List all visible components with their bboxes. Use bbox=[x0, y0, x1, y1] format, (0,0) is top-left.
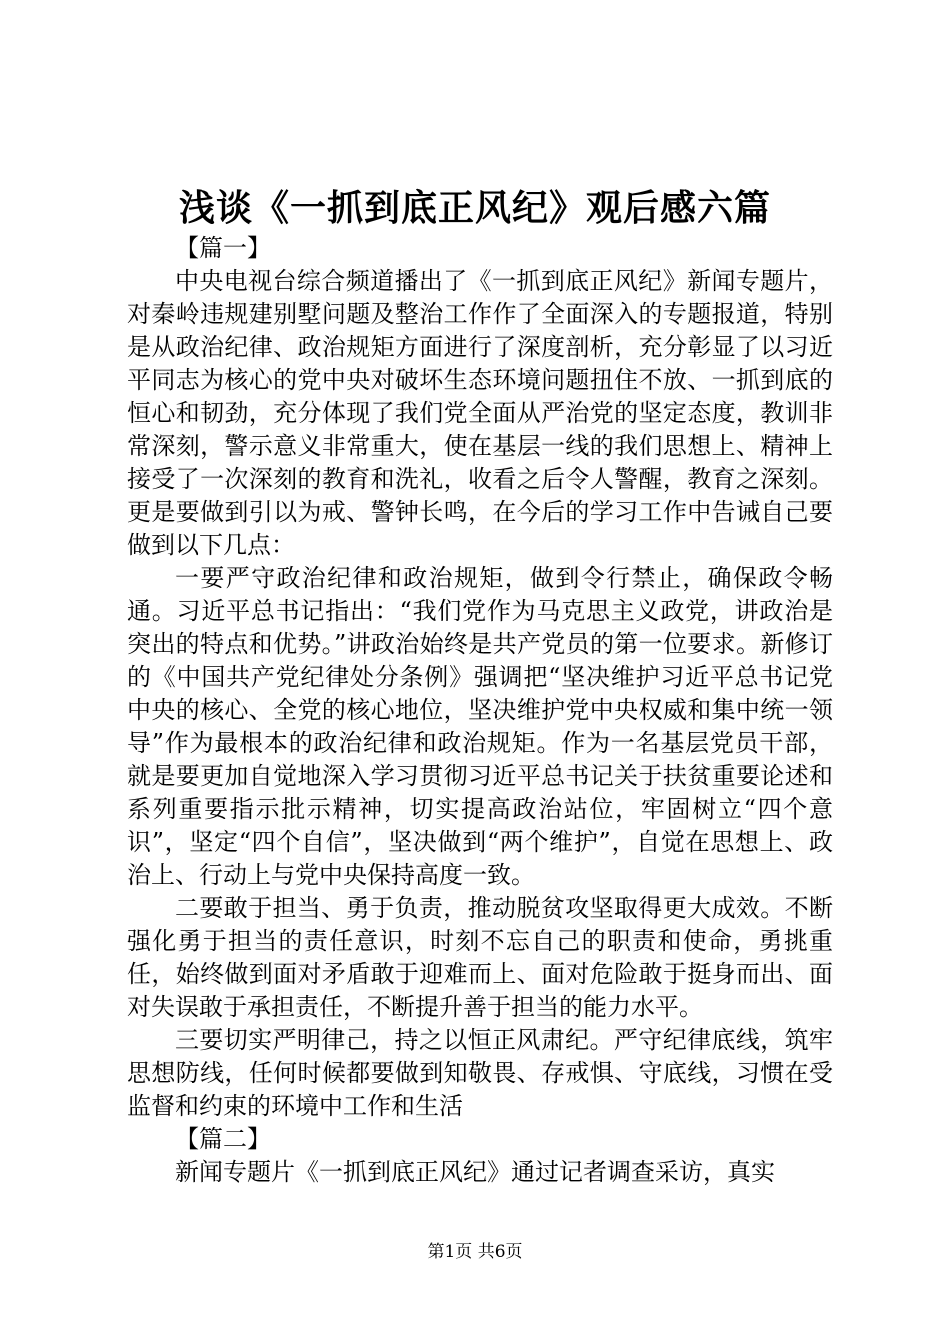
section-heading-1: 【篇一】 bbox=[175, 234, 271, 262]
document-title: 浅谈《一抓到底正风纪》观后感六篇 bbox=[178, 187, 771, 229]
paragraph-1: 中央电视台综合频道播出了《一抓到底正风纪》新闻专题片，对秦岭违规建别墅问题及整治工作作了全面深入的专题报道，特别是从政治纪律、政治规矩方面进行了深度剖析，充分彰显了以习近平同志为核心的党中央对破坏生态环境问题扭住不放、一抓到底的恒心和韧劲，充分体现了我们党全面从严治党的坚定态度，教训非常深刻，警示意义非常重大，使在基层一线的我们思想上、精神上接受了一次深刻的教育和洗礼，收看之后令人警醒，教育之深刻。更是要做到引以为戒、警钟长鸣，在今后的学习工作中告诫自己要做到以下几点： bbox=[127, 267, 833, 559]
paragraph-3: 二要敢于担当、勇于负责，推动脱贫攻坚取得更大成效。不断强化勇于担当的责任意识，时刻不忘自己的职责和使命，勇挑重任，始终做到面对矛盾敢于迎难而上、面对危险敢于挺身而出、面对失误敢于承担责任，不断提升善于担当的能力水平。 bbox=[127, 894, 833, 1021]
paragraph-4: 三要切实严明律己，持之以恒正风肃纪。严守纪律底线，筑牢思想防线，任何时候都要做到知敬畏、存戒惧、守底线，习惯在受监督和约束的环境中工作和生活 bbox=[127, 1026, 833, 1120]
page-footer: 第1页 共6页 bbox=[427, 1242, 523, 1262]
document-body bbox=[127, 232, 833, 1189]
paragraph-5: 新闻专题片《一抓到底正风纪》通过记者调查采访，真实 bbox=[175, 1158, 775, 1186]
paragraph-2: 一要严守政治纪律和政治规矩，做到令行禁止，确保政令畅通。习近平总书记指出：“我们党作为马克思主义政党，讲政治是突出的特点和优势。”讲政治始终是共产党员的第一位要求。新修订的《中国共产党纪律处分条例》强调把“坚决维护习近平总书记党中央的核心、全党的核心地位，坚决维护党中央权威和集中统一领导”作为最根本的政治纪律和政治规矩。作为一名基层党员干部，就是要更加自觉地深入学习贯彻习近平总书记关于扶贫重要论述和系列重要指示批示精神，切实提高政治站位，牢固树立“四个意识”，坚定“四个自信”，坚决做到“两个维护”，自觉在思想上、政治上、行动上与党中央保持高度一致。 bbox=[127, 564, 833, 889]
section-heading-2: 【篇二】 bbox=[175, 1125, 271, 1153]
